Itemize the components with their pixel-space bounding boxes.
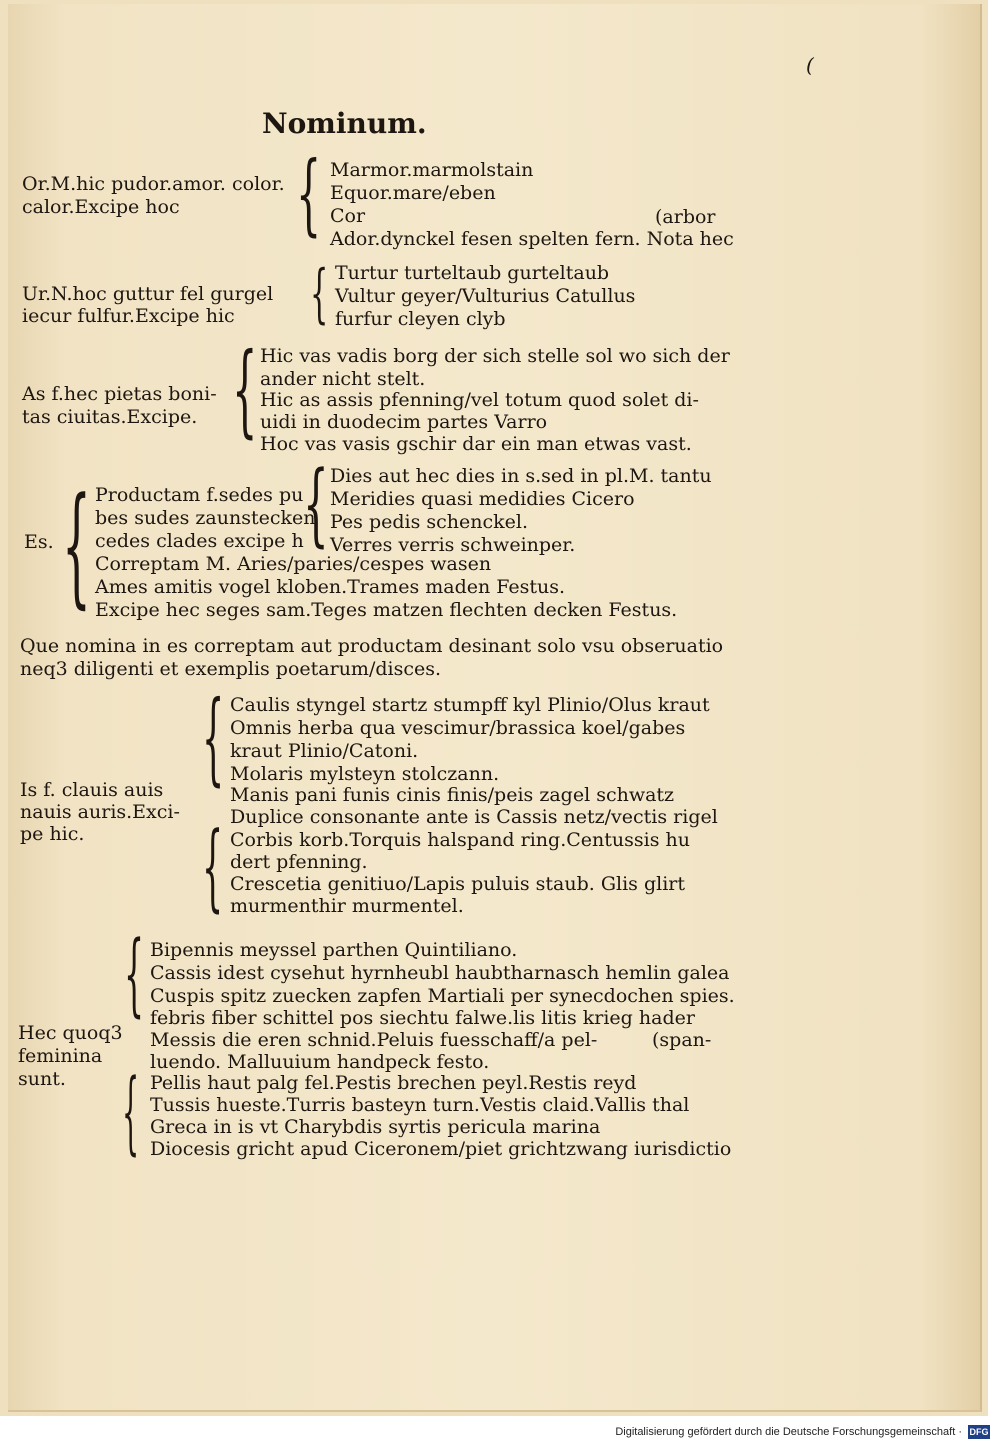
section2-left-line: iecur fulfur.Excipe hic: [22, 305, 235, 327]
section5-upper-line: Molaris mylsteyn stolczann.: [230, 763, 500, 785]
section5-left-line: Is f. clauis auis: [20, 779, 164, 801]
section5-plain-line: Duplice consonante ante is Cassis netz/vectis rigel: [230, 806, 718, 828]
section6-plain-line: Messis die eren schnid.Peluis fuesschaff/a pel-: [150, 1029, 598, 1051]
section4-outer-brace: {: [62, 469, 91, 621]
section6-lower-line: Diocesis gricht apud Ciceronem/piet grichtzwang iurisdictio: [150, 1138, 732, 1160]
section1-left-line: calor.Excipe hoc: [22, 196, 180, 218]
section4-mid-line: Productam f.sedes pu: [95, 484, 304, 506]
section6-plain-line: febris fiber schittel pos siechtu falwe.lis litis krieg hader: [150, 1007, 695, 1029]
section4-right-line: Pes pedis schenckel.: [330, 511, 529, 533]
section3-brace: {: [232, 331, 258, 448]
section6-plain-line: luendo. Malluuium handpeck festo.: [150, 1051, 490, 1073]
section3-right-line: uidi in duodecim partes Varro: [260, 411, 548, 433]
section2-left-line: Ur.N.hoc guttur fel gurgel: [22, 283, 274, 305]
section6-upper-line: Bipennis meyssel parthen Quintiliano.: [150, 939, 518, 961]
section3-left-line: As f.hec pietas boni-: [22, 383, 217, 405]
section5-lower-line: Crescetia genitiuo/Lapis puluis staub. Glis glirt: [230, 873, 685, 895]
section2-right-line: furfur cleyen clyb: [335, 308, 506, 330]
section5-upper-brace: {: [202, 679, 225, 796]
section6-left-line: Hec quoq3: [18, 1022, 123, 1044]
section4-lower-line: Correptam M. Aries/paries/cespes wasen: [95, 553, 492, 575]
section5-lower-line: murmenthir murmentel.: [230, 895, 464, 917]
section6-upper-line: Cassis idest cysehut hyrnheubl haubtharnasch hemlin galea: [150, 962, 730, 984]
section1-right-line: Marmor.marmolstain: [330, 159, 534, 181]
section4-inner-brace: {: [303, 452, 329, 557]
section4-lower-line: Ames amitis vogel kloben.Trames maden Festus.: [95, 576, 566, 598]
section4-right-line: Meridies quasi medidies Cicero: [330, 488, 635, 510]
arbor-note: (arbor: [655, 206, 716, 228]
funding-credit: Digitalisierung gefördert durch die Deutsche Forschungsgemeinschaft ·: [615, 1426, 962, 1438]
section5-plain-line: Manis pani funis cinis finis/peis zagel schwatz: [230, 784, 675, 806]
section5-upper-line: kraut Plinio/Catoni.: [230, 740, 419, 762]
folio-mark: (: [806, 53, 814, 77]
section1-right-line: Ador.dynckel fesen spelten fern. Nota hec: [330, 228, 734, 250]
dfg-logo: DFG: [969, 1427, 989, 1437]
section4-mid-line: cedes clades excipe h: [95, 530, 304, 552]
section6-lower-line: Greca in is vt Charybdis syrtis pericula marina: [150, 1116, 601, 1138]
section6-left-line: feminina: [18, 1045, 103, 1067]
page-title: Nominum.: [262, 107, 427, 140]
section3-right-line: Hoc vas vasis gschir dar ein man etwas vast.: [260, 433, 692, 455]
section5-upper-line: Caulis styngel startz stumpff kyl Plinio/Olus kraut: [230, 694, 710, 716]
section1-right-line: Cor: [330, 205, 366, 227]
section6-lower-brace: {: [122, 1060, 140, 1165]
section6-left-line: sunt.: [18, 1068, 66, 1090]
section6-upper-brace: {: [124, 922, 145, 1027]
section6-lower-line: Pellis haut palg fel.Pestis brechen peyl.Restis reyd: [150, 1072, 637, 1094]
section3-right-line: Hic vas vadis borg der sich stelle sol wo sich der: [260, 345, 730, 367]
section1-left-line: Or.M.hic pudor.amor. color.: [22, 173, 285, 195]
section6-upper-line: Cuspis spitz zuecken zapfen Martiali per synecdochen spies.: [150, 985, 735, 1007]
span-note: (span-: [652, 1029, 712, 1051]
section3-left-line: tas ciuitas.Excipe.: [22, 406, 198, 428]
section5-lower-line: dert pfenning.: [230, 851, 368, 873]
section4-mid-line: bes sudes zaunstecken: [95, 507, 316, 529]
section4-right-line: Dies aut hec dies in s.sed in pl.M. tantu: [330, 465, 712, 487]
section4-right-line: Verres verris schweinper.: [330, 534, 576, 556]
section5-lower-brace: {: [202, 812, 224, 922]
section5-upper-line: Omnis herba qua vescimur/brassica koel/gabes: [230, 717, 686, 739]
section1-right-line: Equor.mare/eben: [330, 182, 496, 204]
es-label: Es.: [24, 531, 54, 553]
section2-right-line: Turtur turteltaub gurteltaub: [335, 262, 610, 284]
section4-lower-line: Excipe hec seges sam.Teges matzen flechten decken Festus.: [95, 599, 678, 621]
section1-brace: {: [296, 142, 322, 245]
section2-brace: {: [310, 257, 329, 331]
section3-right-line: Hic as assis pfenning/vel totum quod solet di-: [260, 389, 699, 411]
section5-left-line: nauis auris.Exci-: [20, 801, 180, 823]
paragraph-line: Que nomina in es correptam aut productam desinant solo vsu obseruatio: [20, 635, 724, 657]
section2-right-line: Vultur geyer/Vulturius Catullus: [335, 285, 636, 307]
section5-lower-line: Corbis korb.Torquis halspand ring.Centussis hu: [230, 829, 690, 851]
paragraph-line: neq3 diligenti et exemplis poetarum/disces.: [20, 658, 442, 680]
footer-bar: [0, 1421, 1000, 1446]
section5-left-line: pe hic.: [20, 823, 85, 845]
section3-right-line: ander nicht stelt.: [260, 368, 426, 390]
section6-lower-line: Tussis hueste.Turris basteyn turn.Vestis claid.Vallis thal: [150, 1094, 690, 1116]
